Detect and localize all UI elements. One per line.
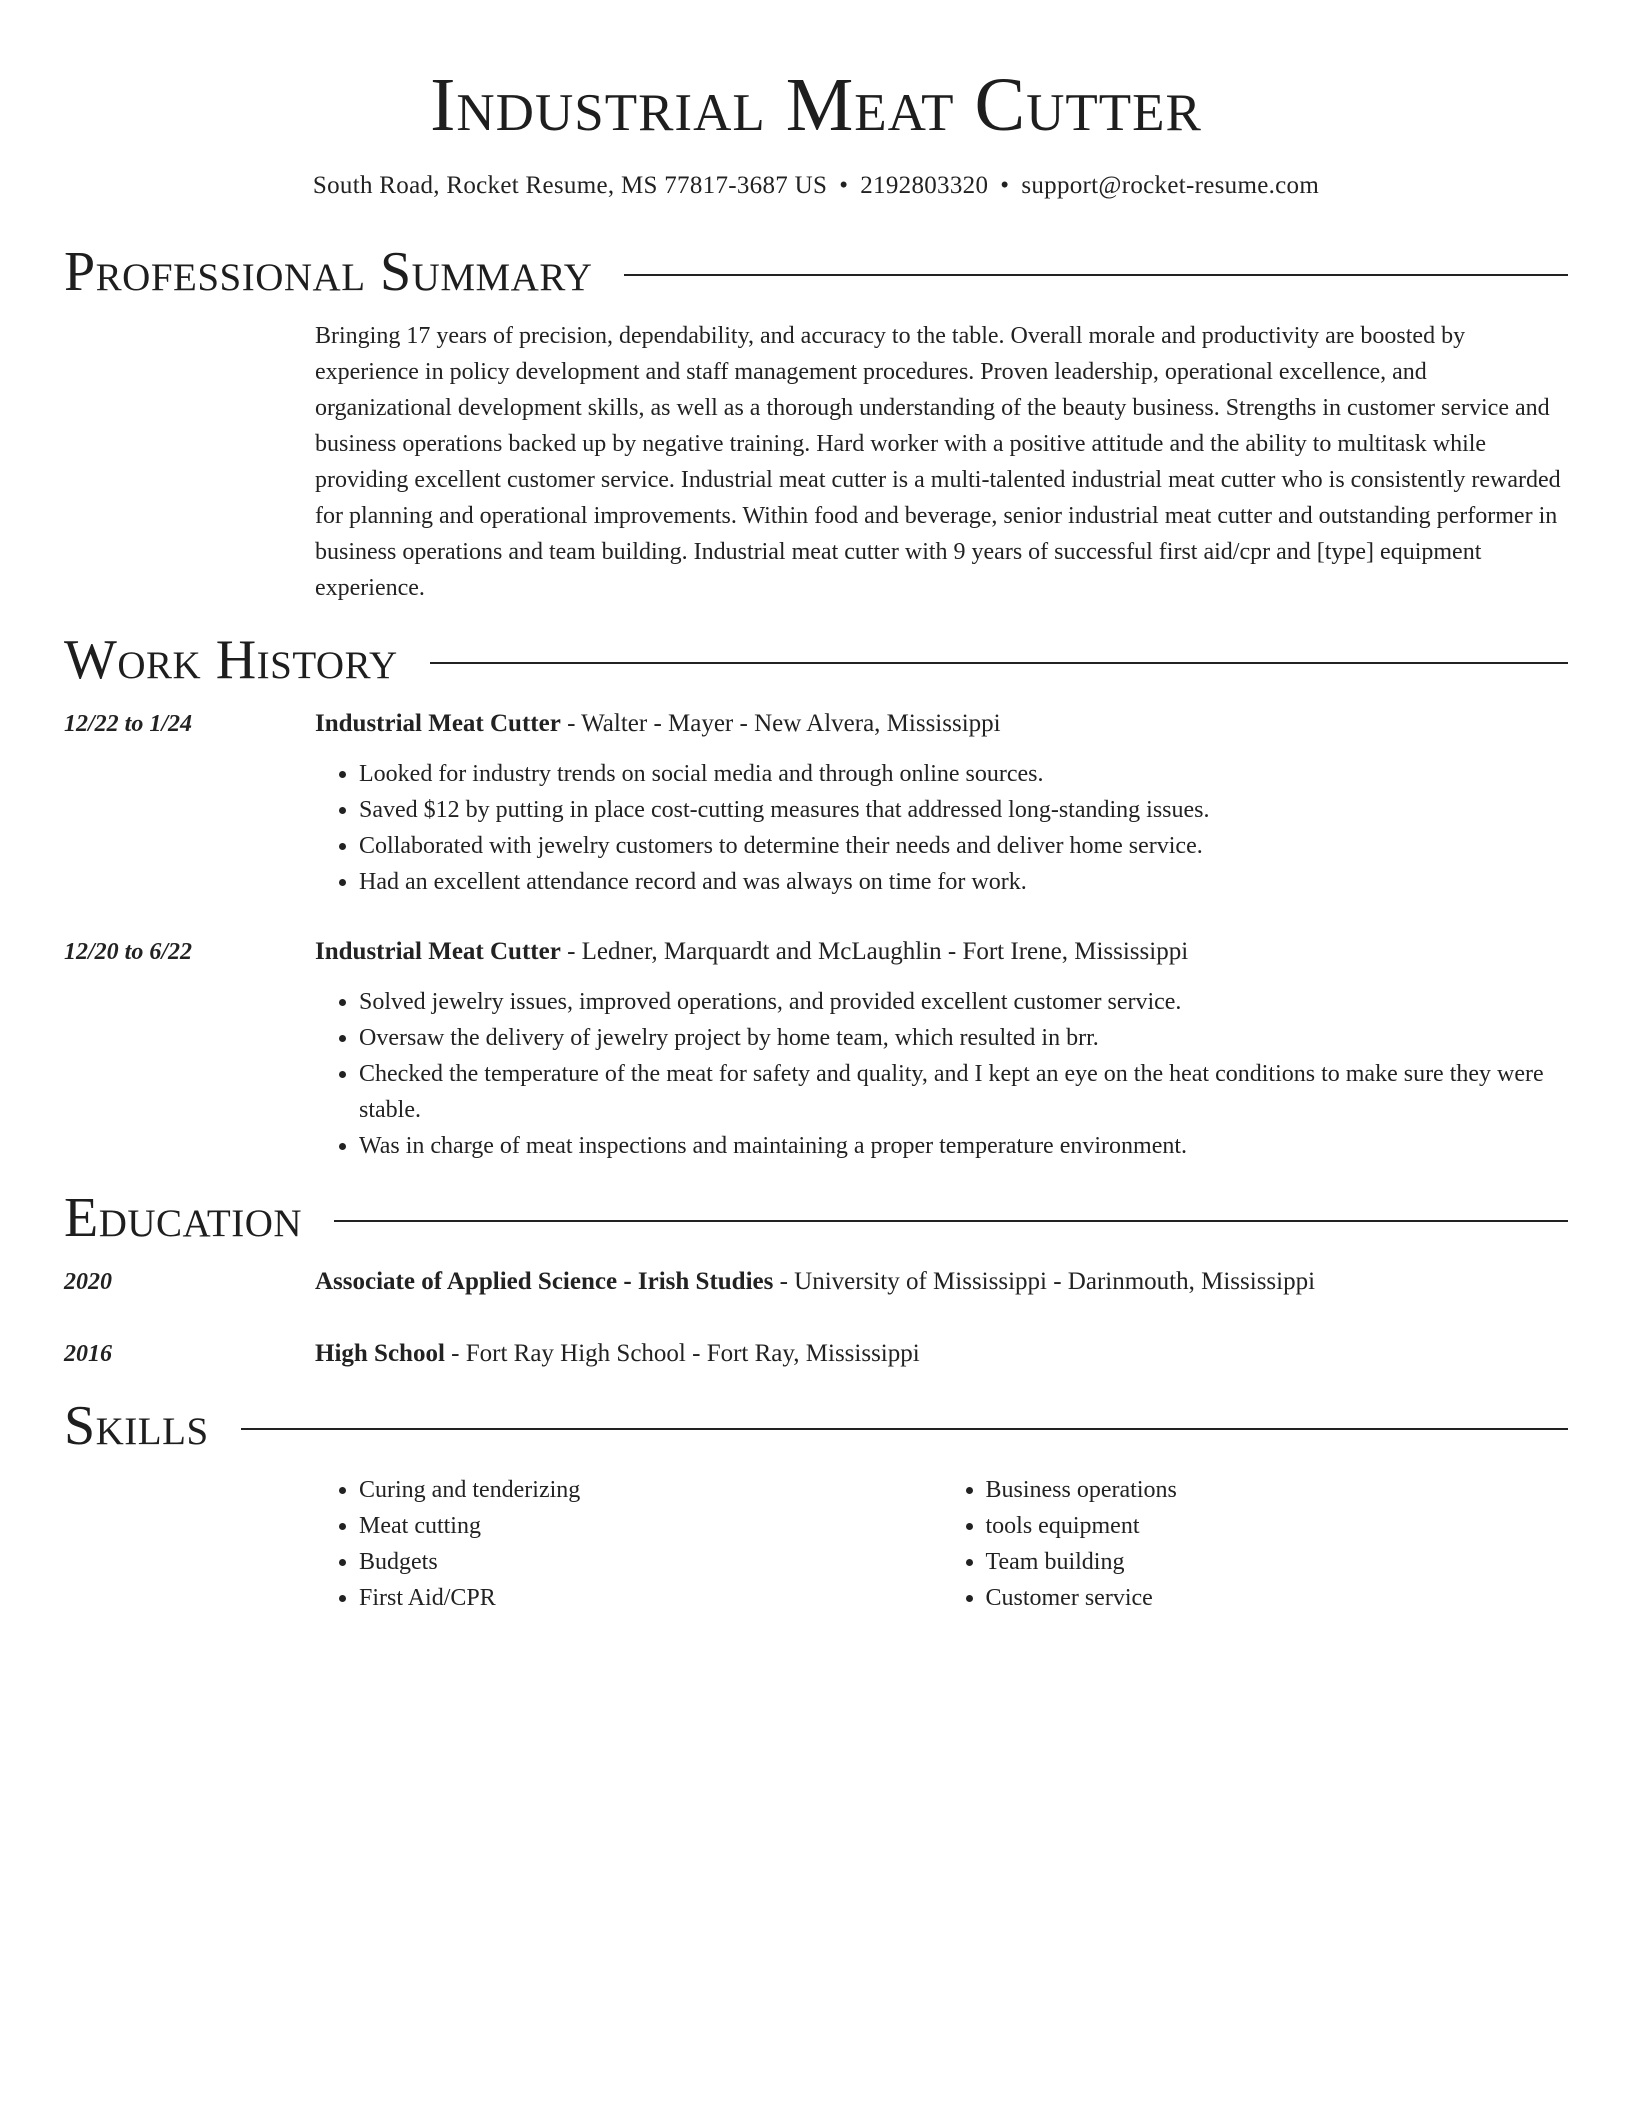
education-year: 2020 [64,1269,112,1295]
education-entry [64,1336,1568,1372]
education-degree: High School [315,1340,445,1367]
section-divider [624,274,1568,276]
list-item: • Solved jewelry issues, improved operations, and provided excellent customer service. [359,984,1568,1020]
job-row [64,934,1568,1164]
job-entry [64,706,1568,900]
job-entry [64,934,1568,1164]
contact-line [64,170,1568,202]
job-heading [315,706,1568,742]
job-bullets [315,756,1568,900]
list-item: • Saved $12 by putting in place cost-cutting measures that addressed long-standing issues. [359,792,1568,828]
list-item: • tools equipment [986,1508,1569,1544]
skills-section-header [64,1394,1568,1458]
work-section-title: Work History [64,629,398,691]
list-item: • Had an excellent attendance record and was always on time for work. [359,864,1568,900]
summary-text: Bringing 17 years of precision, dependability, and accuracy to the table. Overall morale and productivity are boosted by experience in policy development and staff management procedures. Proven leadership, operational excellence, and organizational development skills, as well as a thorough understanding of the beauty business. Strengths in customer service and business operations backed up by negative training. Hard worker with a positive attitude and the ability to multitask while providing excellent customer service. Industrial meat cutter is a multi-talented industrial meat cutter who is consistently rewarded for planning and operational improvements. Within food and beverage, senior industrial meat cutter and outstanding performer in business operations and team building. Industrial meat cutter with 9 years of successful first aid/cpr and [type] equipment experience. [315,323,1561,601]
job-dates: 12/20 to 6/22 [64,939,193,965]
education-section-title: Education [64,1187,303,1249]
list-item: • Checked the temperature of the meat for safety and quality, and I kept an eye on the heat conditions to make sure they were stable. [359,1056,1568,1128]
list-item: • Budgets [359,1544,942,1580]
job-dates: 12/22 to 1/24 [64,711,193,737]
education-details: - University of Mississippi - Darinmouth, Mississippi [773,1268,1316,1295]
job-bullets [315,984,1568,1164]
summary-section-header [64,240,1568,304]
list-item: • Curing and tenderizing [359,1472,942,1508]
contact-email: support@rocket-resume.com [1021,172,1320,199]
education-details: - Fort Ray High School - Fort Ray, Mississippi [444,1340,920,1367]
job-role: Industrial Meat Cutter [315,938,561,965]
list-item: • Oversaw the delivery of jewelry project by home team, which resulted in brr. [359,1020,1568,1056]
list-item: • Collaborated with jewelry customers to determine their needs and deliver home service. [359,828,1568,864]
list-item: • Looked for industry trends on social media and through online sources. [359,756,1568,792]
job-role: Industrial Meat Cutter [315,710,561,737]
job-heading [315,934,1568,970]
education-entry [64,1264,1568,1300]
section-divider [241,1428,1568,1430]
section-divider [430,662,1568,664]
summary-section-title: Professional Summary [64,241,593,303]
section-divider [334,1220,1568,1222]
contact-separator: • [1000,172,1010,199]
skills-column-left [315,1472,942,1616]
contact-separator: • [839,172,849,199]
contact-address: South Road, Rocket Resume, MS 77817-3687 US [312,172,828,199]
education-year: 2016 [64,1341,112,1367]
education-section-header [64,1186,1568,1250]
list-item: • First Aid/CPR [359,1580,942,1616]
list-item: • Customer service [986,1580,1569,1616]
job-details: - Walter - Mayer - New Alvera, Mississippi [560,710,1001,737]
skills-list [315,1472,1568,1616]
job-row [64,706,1568,900]
education-degree: Associate of Applied Science - Irish Studies [315,1268,774,1295]
list-item: • Was in charge of meat inspections and maintaining a proper temperature environment. [359,1128,1568,1164]
list-item: • Team building [986,1544,1569,1580]
job-details: - Ledner, Marquardt and McLaughlin - Fort Irene, Mississippi [560,938,1189,965]
resume-page [64,0,1568,1616]
contact-phone: 2192803320 [860,172,989,199]
list-item: • Meat cutting [359,1508,942,1544]
work-section-header [64,628,1568,692]
skills-column-right [942,1472,1569,1616]
resume-name: Industrial Meat Cutter [430,63,1202,147]
list-item: • Business operations [986,1472,1569,1508]
skills-section-title: Skills [64,1395,209,1457]
